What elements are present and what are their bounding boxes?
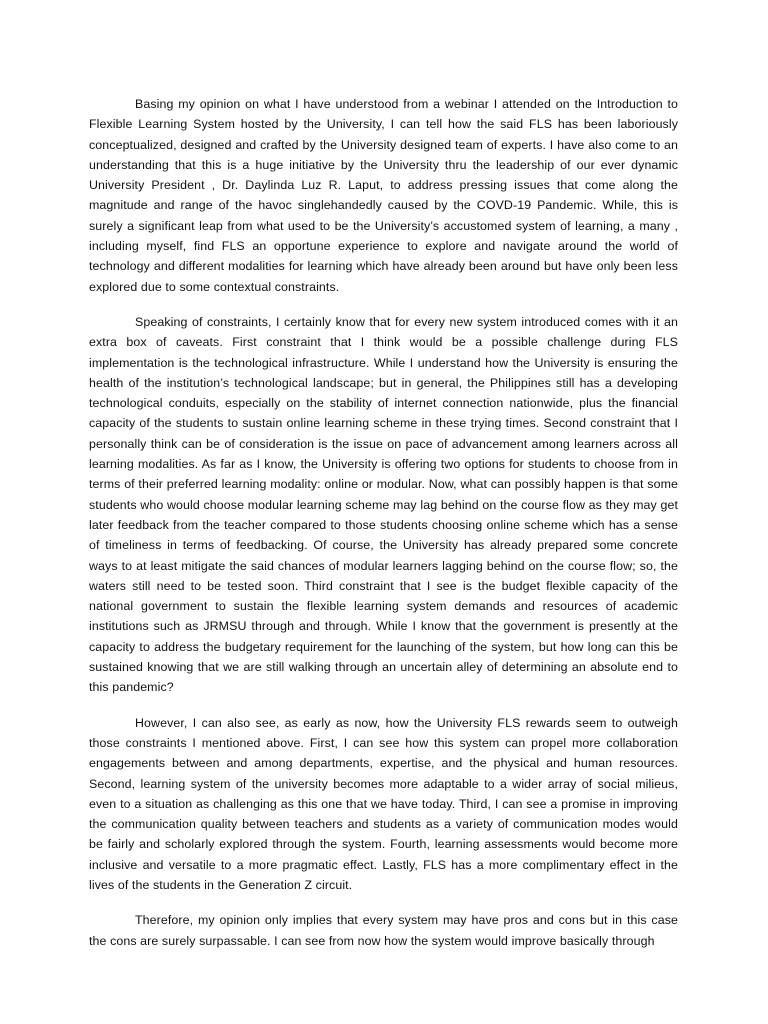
paragraph-constraints: Speaking of constraints, I certainly know that for every new system introduced comes with it an extra box of caveats. First constraint that I think would be a possible challenge during FLS implementation is the technological infrastructure. While I understand how the University is ensuring the health of the institution’s technological landscape; but in general, the Philippines still has a developing technological conduits, especially on the stability of internet connection nationwide, plus the financial capacity of the students to sustain online learning scheme in these trying times. Second constraint that I personally think can be of consideration is the issue on pace of advancement among learners across all learning modalities. As far as I know, the University is offering two options for students to choose from in terms of their preferred learning modality: online or modular. Now, what can possibly happen is that some students who would choose modular learning scheme may lag behind on the course flow as they may get later feedback from the teacher compared to those students choosing online scheme which has a sense of timeliness in terms of feedbacking. Of course, the University has already prepared some concrete ways to at least mitigate the said chances of modular learners lagging behind on the course flow; so, the waters still need to be tested soon. Third constraint that I see is the budget flexible capacity of the national government to sustain the flexible learning system demands and resources of academic institutions such as JRMSU through and through. While I know that the government is presently at the capacity to address the budgetary requirement for the launching of the system, but how long can this be sustained knowing that we are still walking through an uncertain alley of determining an absolute end to this pandemic? [89, 314, 678, 695]
paragraph-introduction: Basing my opinion on what I have understood from a webinar I attended on the Introduction to Flexible Learning System hosted by the University, I can tell how the said FLS has been laboriously conceptualized, designed and crafted by the University designed team of experts. I have also come to an understanding that this is a huge initiative by the University thru the leadership of our ever dynamic University President , Dr. Daylinda Luz R. Laput, to address pressing issues that come along the magnitude and range of the havoc singlehandedly caused by the COVD-19 Pandemic. While, this is surely a significant leap from what used to be the University’s accustomed system of learning, a many , including myself, find FLS an opportune experience to explore and navigate around the world of technology and different modalities for learning which have already been around but have only been less explored due to some contextual constraints. [89, 97, 678, 294]
document-body [89, 94, 678, 966]
paragraph-rewards: However, I can also see, as early as now, how the University FLS rewards seem to outweigh those constraints I mentioned above. First, I can see how this system can propel more collaboration engagements between and among departments, expertise, and the physical and human resources. Second, learning system of the university becomes more adaptable to a wider array of social milieus, even to a situation as challenging as this one that we have today. Third, I can see a promise in improving the communication quality between teachers and students as a variety of communication modes would be fairly and scholarly explored through the system. Fourth, learning assessments would become more inclusive and versatile to a more pragmatic effect. Lastly, FLS has a more complimentary effect in the lives of the students in the Generation Z circuit. [89, 715, 678, 892]
paragraph-conclusion: Therefore, my opinion only implies that every system may have pros and cons but in this case the cons are surely surpassable. I can see from now how the system would improve basically through [89, 913, 678, 948]
